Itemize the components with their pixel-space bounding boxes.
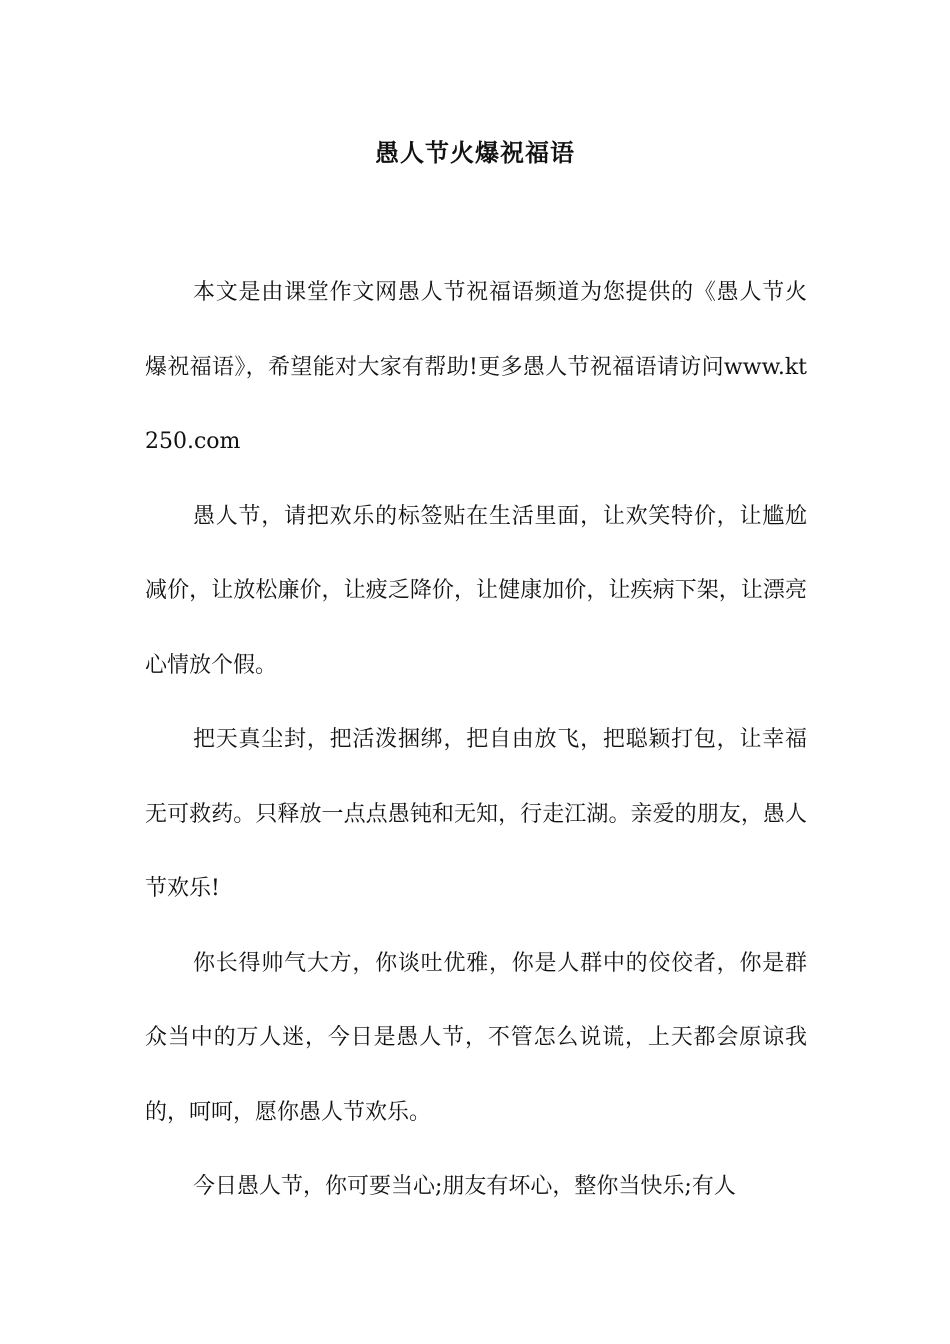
document-body <box>145 256 807 1225</box>
paragraph-greeting-2: 把天真尘封，把活泼捆绑，把自由放飞，把聪颖打包，让幸福无可救药。只释放一点点愚钝和无知，行走江湖。亲爱的朋友，愚人节欢乐! <box>145 727 807 901</box>
paragraph-greeting-4: 今日愚人节，你可要当心;朋友有坏心，整你当快乐;有人 <box>193 1174 736 1199</box>
paragraph-intro: 本文是由课堂作文网愚人节祝福语频道为您提供的《愚人节火爆祝福语》，希望能对大家有帮助!更多愚人节祝福语请访问www.kt250.com <box>145 280 807 454</box>
document-title: 愚人节火爆祝福语 <box>375 138 575 167</box>
paragraph-greeting-1: 愚人节，请把欢乐的标签贴在生活里面，让欢笑特价，让尴尬减价，让放松廉价，让疲乏降价，让健康加价，让疾病下架，让漂亮心情放个假。 <box>145 503 807 678</box>
paragraph-greeting-3: 你长得帅气大方，你谈吐优雅，你是人群中的佼佼者，你是群众当中的万人迷，今日是愚人节，不管怎么说谎，上天都会原谅我的，呵呵，愿你愚人节欢乐。 <box>145 950 807 1125</box>
